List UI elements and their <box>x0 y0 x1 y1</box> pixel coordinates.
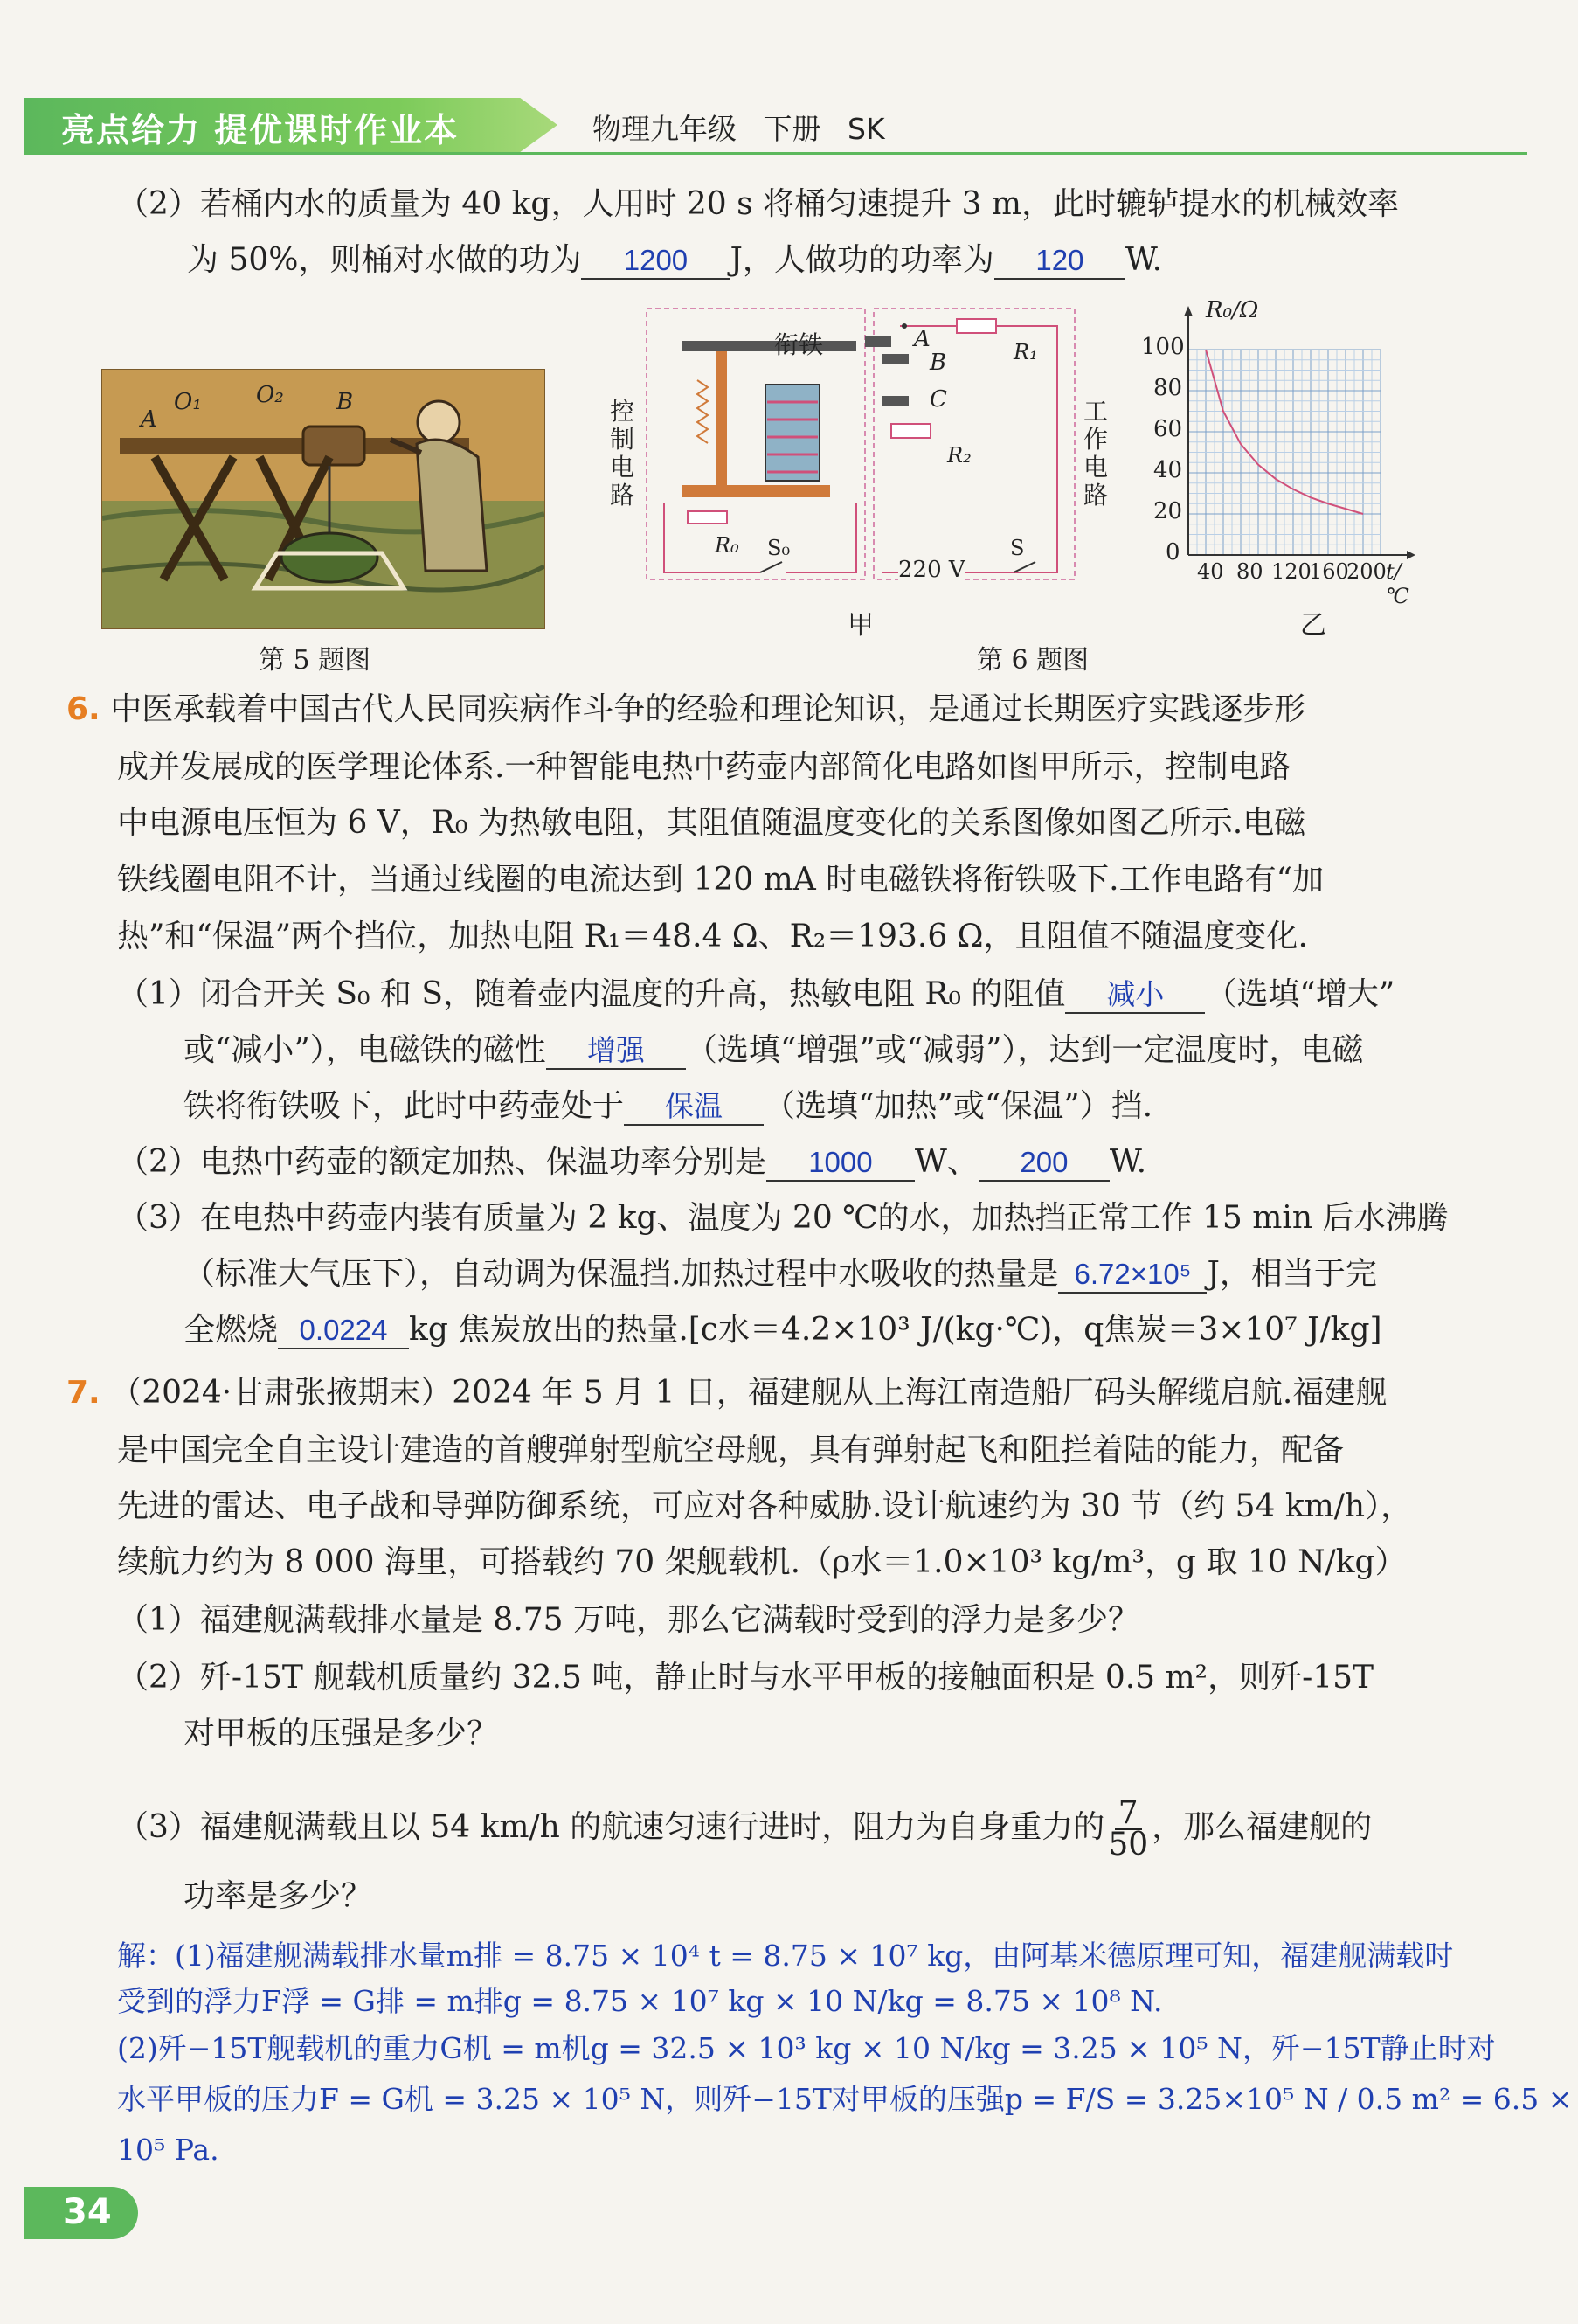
solution-line5: 10⁵ Pa. <box>117 2133 219 2167</box>
fig6-yi-label: 乙 <box>1300 610 1326 641</box>
xtick-80: 80 <box>1236 559 1263 584</box>
solution-line2: 受到的浮力F浮 = G排 = m排g = 8.75 × 10⁷ kg × 10 N/kg = 8.75 × 10⁸ N. <box>117 1984 1163 2018</box>
fig5-label-o2: O₂ <box>256 382 284 408</box>
r2-label: R₂ <box>947 443 972 468</box>
ytick-0: 0 <box>1166 539 1180 565</box>
q6-p2-text-b: W、 <box>914 1144 979 1180</box>
ytick-60: 60 <box>1153 416 1183 442</box>
q6-answer-magnetism: 增强 <box>546 1033 686 1070</box>
page-number-tab <box>24 2187 138 2239</box>
page-number: 34 <box>63 2192 112 2232</box>
r1-label: R₁ <box>1014 340 1038 364</box>
q7-line1 <box>66 1376 1387 1411</box>
q6-stem-4: 铁线圈电阻不计，当通过线圈的电流达到 120 mA 时电磁铁将衔铁吸下.工作电路有“加 <box>117 862 1325 898</box>
q6-answer-heat: 6.72×10⁵ <box>1058 1257 1207 1294</box>
voltage-label: 220 V <box>898 557 965 583</box>
q6-answer-mode: 保温 <box>624 1089 764 1126</box>
q7-p3-line2: 功率是多少？ <box>183 1878 373 1914</box>
fraction-7-50 <box>1108 1795 1149 1863</box>
q7-p2-line2: 对甲板的压强是多少？ <box>183 1716 499 1752</box>
q6-p3-line1: （3）在电热中药壶内装有质量为 2 kg、温度为 20 ℃的水，加热挡正常工作 15 min 后水沸腾 <box>117 1200 1449 1236</box>
volume: 下册 <box>763 112 821 146</box>
control-circuit-label: 控制电路 <box>610 397 635 510</box>
q5-text-b: J，人做功的功率为 <box>730 242 994 278</box>
q6-p3-text-d: 全燃烧 <box>183 1312 279 1348</box>
q5-text-a: 为 50%，则桶对水做的功为 <box>187 242 582 278</box>
q6-p1-text-f: （选填“加热”或“保温”）挡. <box>764 1088 1153 1124</box>
q6-stem-5: 热”和“保温”两个挡位，加热电阻 R₁＝48.4 Ω、R₂＝193.6 Ω，且阻值不随温度变化. <box>117 919 1308 954</box>
xtick-200: 200 <box>1346 559 1387 584</box>
header-divider <box>24 152 1527 155</box>
q6-p1-text-b: （选填“增大” <box>1205 976 1395 1012</box>
fig5-label-b: B <box>336 389 354 415</box>
well-pulley-drawing <box>102 370 544 628</box>
figure-5-illustration <box>101 369 545 629</box>
q6-p1-text-e: 铁将衔铁吸下，此时中药壶处于 <box>183 1088 625 1124</box>
fig5-label-a: A <box>141 406 157 433</box>
q6-answer-heat-power: 1000 <box>766 1145 915 1182</box>
q7-p3-text-b: ，那么福建舰的 <box>1152 1809 1373 1845</box>
edition: SK <box>848 112 885 146</box>
ytick-40: 40 <box>1153 457 1183 483</box>
xtick-40: 40 <box>1197 559 1224 584</box>
solution-line1: 解：(1)福建舰满载排水量m排 = 8.75 × 10⁴ t = 8.75 × 10⁷ kg，由阿基米德原理可知，福建舰满载时 <box>117 1939 1454 1973</box>
q6-number: 6. <box>66 691 100 727</box>
book-title: 亮点给力 提优课时作业本 <box>61 111 460 149</box>
s0-label: S₀ <box>767 536 791 560</box>
q7-stem-3: 先进的雷达、电子战和导弹防御系统，可应对各种威胁.设计航速约为 30 节（约 54 km/h）， <box>117 1488 1413 1524</box>
fig5-caption: 第 5 题图 <box>259 645 371 676</box>
contact-c: C <box>930 386 947 413</box>
q6-p2-line <box>117 1145 1146 1182</box>
q7-stem-4: 续航力约为 8 000 海里，可搭载约 70 架舰载机.（ρ水＝1.0×10³ kg/m³，g 取 10 N/kg） <box>117 1544 1407 1580</box>
r0-label: R₀ <box>715 533 739 558</box>
q7-p2-line1: （2）歼-15T 舰载机质量约 32.5 吨，静止时与水平甲板的接触面积是 0.5 m²，则歼-15T <box>117 1660 1374 1696</box>
subject: 物理九年级 <box>592 112 737 146</box>
q6-p2-text-c: W. <box>1109 1144 1147 1180</box>
graph-grid <box>1188 350 1381 555</box>
q5-text-c: W. <box>1125 242 1163 278</box>
graph-ylabel: R₀/Ω <box>1206 297 1259 323</box>
fraction-numerator: 7 <box>1115 1799 1142 1830</box>
s-label: S <box>1010 536 1025 560</box>
q6-stem-2: 成并发展成的医学理论体系.一种智能电热中药壶内部简化电路如图甲所示，控制电路 <box>117 749 1291 785</box>
fig6-caption: 第 6 题图 <box>977 645 1090 676</box>
solution-line4: 水平甲板的压力F = G机 = 3.25 × 10⁵ N，则歼−15T对甲板的压强p = F/S = 3.25×10⁵ N / 0.5 m² = 6.5 × <box>117 2082 1573 2116</box>
ytick-20: 20 <box>1153 498 1183 524</box>
q6-p1-text-d: （选填“增强”或“减弱”），达到一定温度时，电磁 <box>685 1032 1364 1068</box>
q6-answer-keep-power: 200 <box>979 1145 1110 1182</box>
q6-answer-coke-mass: 0.0224 <box>278 1313 409 1349</box>
q6-p1-line3 <box>183 1089 1152 1126</box>
q7-p1: （1）福建舰满载排水量是 8.75 万吨，那么它满载时受到的浮力是多少？ <box>117 1602 1139 1638</box>
q6-p2-text-a: （2）电热中药壶的额定加热、保温功率分别是 <box>117 1144 766 1180</box>
contact-a: A <box>914 326 931 352</box>
book-subtitle <box>592 107 885 148</box>
fig6-jia-label: 甲 <box>848 610 874 641</box>
q7-stem-2: 是中国完全自主设计建造的首艘弹射型航空母舰，具有弹射起飞和阻拦着陆的能力，配备 <box>117 1433 1345 1468</box>
q6-p1-text-a: （1）闭合开关 S₀ 和 S，随着壶内温度的升高，热敏电阻 R₀ 的阻值 <box>117 976 1066 1012</box>
q7-number: 7. <box>66 1375 100 1411</box>
q7-p3-line1 <box>117 1795 1373 1863</box>
contact-b: B <box>930 350 947 376</box>
q6-line1 <box>66 692 1305 727</box>
q6-p1-line1 <box>117 977 1395 1014</box>
q6-stem-3: 中电源电压恒为 6 V，R₀ 为热敏电阻，其阻值随温度变化的关系图像如图乙所示.电磁 <box>117 805 1306 841</box>
ytick-100: 100 <box>1141 334 1185 360</box>
fig5-label-o1: O₁ <box>174 389 202 415</box>
q6-p3-text-c: J，相当于完 <box>1207 1256 1377 1292</box>
q5-line1: （2）若桶内水的质量为 40 kg，人用时 20 s 将桶匀速提升 3 m，此时辘轳提水的机械效率 <box>117 186 1400 222</box>
q5-line2 <box>187 243 1162 280</box>
work-circuit-label: 工作电路 <box>1083 397 1109 510</box>
xtick-120: 120 <box>1271 559 1312 584</box>
armature-label: 衔铁 <box>774 330 824 359</box>
figure-6-graph <box>1136 297 1415 608</box>
q5-answer-power: 120 <box>994 243 1125 280</box>
q5-answer-work: 1200 <box>581 243 730 280</box>
graph-xlabel: t/℃ <box>1386 559 1409 608</box>
q6-answer-resistance: 减小 <box>1065 977 1205 1014</box>
q6-p1-line2 <box>183 1033 1363 1070</box>
q7-stem-1: （2024·甘肃张掖期末）2024 年 5 月 1 日，福建舰从上海江南造船厂码头解缆启航.福建舰 <box>110 1375 1388 1411</box>
ytick-80: 80 <box>1153 375 1183 401</box>
q6-p3-text-b: （标准大气压下），自动调为保温挡.加热过程中水吸收的热量是 <box>183 1256 1059 1292</box>
q6-p1-text-c: 或“减小”），电磁铁的磁性 <box>183 1032 546 1068</box>
q6-stem-1: 中医承载着中国古代人民同疾病作斗争的经验和理论知识，是通过长期医疗实践逐步形 <box>110 691 1306 727</box>
xtick-160: 160 <box>1309 559 1349 584</box>
figure-6-circuit <box>603 302 1109 590</box>
fraction-denominator: 50 <box>1108 1827 1149 1863</box>
q6-p3-text-e: kg 焦炭放出的热量.[c水＝4.2×10³ J/(kg·℃)，q焦炭＝3×10⁷ J/kg] <box>409 1312 1382 1348</box>
q6-p3-line3 <box>183 1313 1382 1349</box>
q7-p3-text-a: （3）福建舰满载且以 54 km/h 的航速匀速行进时，阻力为自身重力的 <box>117 1809 1105 1845</box>
q6-p3-line2 <box>183 1257 1377 1294</box>
solution-line3: (2)歼−15T舰载机的重力G机 = m机g = 32.5 × 10³ kg × 10 N/kg = 3.25 × 10⁵ N，歼−15T静止时对 <box>117 2031 1496 2065</box>
